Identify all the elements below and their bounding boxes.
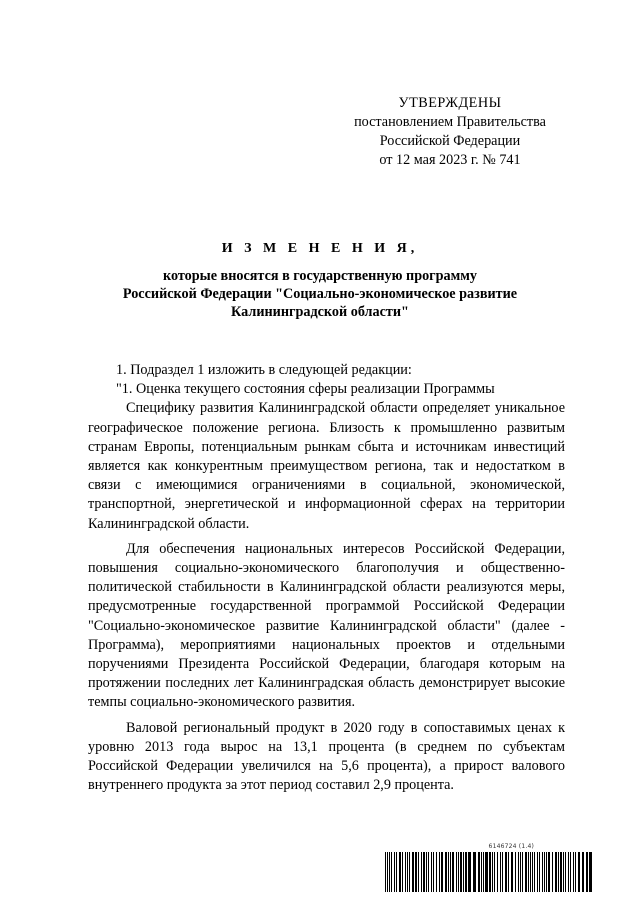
barcode-bar xyxy=(460,852,462,892)
document-body xyxy=(88,361,565,795)
barcode-bar xyxy=(570,852,571,892)
document-subtitle xyxy=(80,267,560,321)
barcode-bar xyxy=(544,852,545,892)
barcode-label: 6146724 (1.4) xyxy=(488,843,534,850)
barcode-bar xyxy=(534,852,535,892)
barcode-bar xyxy=(465,852,467,892)
subtitle-line-2: Российской Федерации "Социально-экономическое развитие xyxy=(122,286,518,302)
document-title: И З М Е Н Е Н И Я, xyxy=(221,241,419,256)
barcode-bar xyxy=(520,852,521,892)
barcode-bar xyxy=(586,852,588,892)
approval-line-1: постановлением Правительства xyxy=(354,114,546,130)
barcode-bar xyxy=(391,852,392,892)
barcode-bar xyxy=(483,852,484,892)
barcode-bar xyxy=(522,852,523,892)
subtitle-line-3: Калининградской области" xyxy=(231,304,409,320)
barcode-bar xyxy=(441,852,443,892)
barcode-bar xyxy=(485,852,488,892)
barcode-bar xyxy=(423,852,425,892)
paragraph-instruction: 1. Подраздел 1 изложить в следующей редакции: xyxy=(116,362,412,378)
barcode-bar xyxy=(573,852,574,892)
barcode-bar xyxy=(511,852,513,892)
barcode-bar xyxy=(452,852,454,892)
barcode-bar xyxy=(497,852,498,892)
approval-block xyxy=(300,94,600,170)
barcode-bar xyxy=(418,852,419,892)
barcode-bar xyxy=(578,852,580,892)
barcode-bar xyxy=(537,852,538,892)
barcode-bar xyxy=(394,852,395,892)
barcode-bar xyxy=(542,852,543,892)
barcode-bar xyxy=(568,852,569,892)
barcode-bar xyxy=(548,852,550,892)
barcode-bar xyxy=(552,852,553,892)
paragraph-3: Валовой региональный продукт в 2020 году в сопоставимых ценах к уровню 2013 года вырос на 13,1 процента (в среднем по субъектам Российской Федерации увеличился на 5,6 процента), а прирост валового внутреннего продукта за этот период составил 2,9 процента. xyxy=(88,719,565,794)
barcode-bar xyxy=(546,852,547,892)
barcode-bar xyxy=(481,852,482,892)
barcode-bar xyxy=(396,852,397,892)
barcode-bar xyxy=(478,852,480,892)
barcode-bar xyxy=(525,852,527,892)
barcode-bar xyxy=(518,852,519,892)
approval-line-3: от 12 мая 2023 г. № 741 xyxy=(379,152,521,168)
barcode-bar xyxy=(582,852,584,892)
barcode-bar xyxy=(458,852,459,892)
barcode-bar xyxy=(558,852,559,892)
barcode-bar xyxy=(500,852,501,892)
barcode-bar xyxy=(431,852,432,892)
barcode-bar xyxy=(489,852,491,892)
barcode-bar xyxy=(399,852,401,892)
barcode-bar xyxy=(426,852,427,892)
barcode-bar xyxy=(436,852,437,892)
barcode-bar xyxy=(589,852,592,892)
barcode-bar xyxy=(448,852,449,892)
barcode-bar xyxy=(389,852,390,892)
barcode-bar xyxy=(385,852,386,892)
barcode-bar xyxy=(502,852,503,892)
barcode-bar xyxy=(405,852,406,892)
barcode-bar xyxy=(508,852,509,892)
barcode-bar xyxy=(530,852,531,892)
barcode-bar xyxy=(402,852,403,892)
barcode-bar xyxy=(563,852,564,892)
barcode-bar xyxy=(445,852,447,892)
paragraph-section-heading: "1. Оценка текущего состояния сферы реализации Программы xyxy=(116,381,495,398)
barcode-bar xyxy=(473,852,476,892)
barcode-image xyxy=(385,852,593,892)
barcode-bar xyxy=(560,852,562,892)
barcode-bar xyxy=(415,852,417,892)
barcode-bar xyxy=(575,852,576,892)
barcode-bar xyxy=(456,852,457,892)
barcode-bar xyxy=(528,852,529,892)
barcode-bar xyxy=(505,852,507,892)
barcode-bar xyxy=(515,852,516,892)
barcode-bar xyxy=(555,852,557,892)
barcode-bar xyxy=(532,852,533,892)
barcode-bar xyxy=(428,852,429,892)
approval-line-2: Российской Федерации xyxy=(379,133,521,149)
paragraph-2: Для обеспечения национальных интересов Российской Федерации, повышения социально-экономического благополучия и общественно-политической стабильности в Калининградской области реализуются меры, предусмотренные государственной программой Российской Федерации "Социально-экономическое развитие Калининградской области" (далее - Программа), мероприятиями национальных проектов и отдельными поручениями Президента Российской Федерации, благодаря которым на протяжении последних лет Калининградская область демонстрирует высокие темпы социально-экономического развития. xyxy=(88,540,565,711)
barcode-bar xyxy=(565,852,566,892)
subtitle-line-1: которые вносятся в государственную программу xyxy=(162,268,478,284)
barcode-bar xyxy=(439,852,440,892)
approval-title: УТВЕРЖДЕНЫ xyxy=(398,95,502,111)
barcode-bar xyxy=(421,852,422,892)
barcode-bar xyxy=(409,852,410,892)
paragraph-1: Специфику развития Калининградской области определяет уникальное географическое положение региона. Близость к промышленно развитым странам Европы, потенциальным рынкам сбыта и источникам инвестиций является как конкурентным преимуществом региона, так и недостатком в связи с имеющимися ограничениями в социальной, экономической, транспортной, энергетической и информационной сферах на территории Калининградской области. xyxy=(88,400,565,532)
barcode-bar xyxy=(539,852,540,892)
barcode-bar xyxy=(407,852,408,892)
barcode-bar xyxy=(387,852,388,892)
barcode-bar xyxy=(463,852,464,892)
barcode-bar xyxy=(433,852,434,892)
barcode-bar xyxy=(412,852,414,892)
barcode-bar xyxy=(492,852,493,892)
barcode-bar xyxy=(468,852,471,892)
barcode-bar xyxy=(494,852,495,892)
barcode-bar xyxy=(450,852,451,892)
